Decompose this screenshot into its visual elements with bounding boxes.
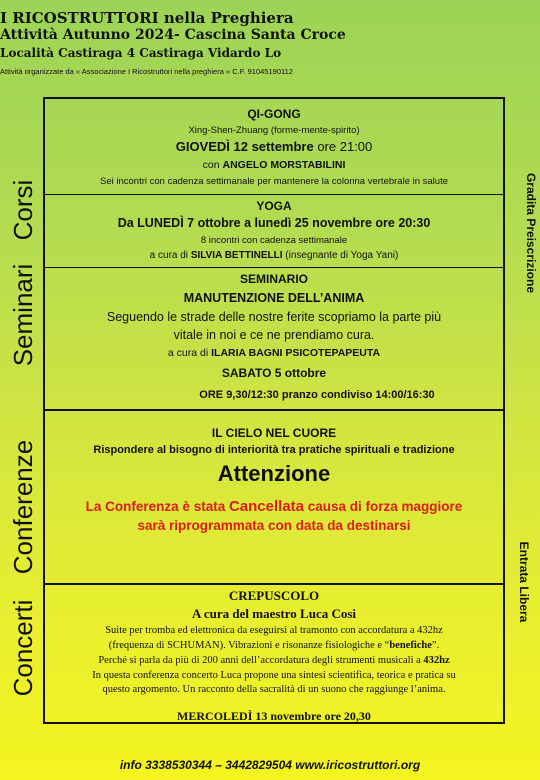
qigong-teacher: ANGELO MORSTABILINI bbox=[222, 159, 346, 171]
seminario-desc-2: vitale in noi e ce ne prendiamo cura. bbox=[173, 328, 375, 342]
divider-conferenze-concerti bbox=[45, 583, 503, 585]
conferenza-attention: Attenzione bbox=[217, 461, 331, 486]
seminario-title: SEMINARIO bbox=[239, 272, 308, 286]
divider-yoga-seminario bbox=[45, 267, 503, 268]
header-subtitle: Attività Autunno 2024- Cascina Santa Croce bbox=[0, 27, 346, 43]
label-gradita-prescrizione: Gradita Preiscrizione bbox=[524, 172, 538, 294]
label-seminari: Seminari bbox=[8, 263, 38, 367]
yoga-desc: 8 incontri con cadenza settimanale bbox=[200, 235, 348, 246]
concerto-line-3 bbox=[45, 655, 503, 666]
seminario-date: SABATO 5 ottobre bbox=[221, 366, 327, 380]
conferenza-notice-prefix: La Conferenza è stata bbox=[85, 499, 229, 514]
qigong-desc: Sei incontri con cadenza settimanale per mantenere la colonna vertebrale in salute bbox=[99, 176, 448, 187]
concerto-title: CREPUSCOLO bbox=[228, 588, 320, 603]
conferenza-notice-suffix: causa di forza maggiore bbox=[304, 499, 463, 514]
label-entrata-libera: Entrata Libera bbox=[517, 541, 531, 623]
conferenza-subtitle: Rispondere al bisogno di interiorità tra pratiche spirituali e tradizione bbox=[93, 444, 455, 456]
concerto-line-4: In questa conferenza concerto Luca propone una sintesi scientifica, teorica e pratica su bbox=[92, 670, 456, 681]
conferenza-notice-strong: Cancellata bbox=[228, 498, 305, 515]
header-location: Località Castiraga 4 Castiraga Vidardo Lo bbox=[0, 46, 282, 60]
concerto-line2-post: ”. bbox=[431, 640, 440, 651]
yoga-teacher: SILVIA BETTINELLI bbox=[190, 250, 283, 261]
conferenza-notice-line1 bbox=[45, 498, 503, 515]
header-title: I RICOSTRUTTORI nella Preghiera bbox=[0, 9, 294, 27]
qigong-time: ore 21:00 bbox=[313, 139, 373, 154]
label-corsi: Corsi bbox=[8, 179, 38, 241]
concerto-line-5: questo argomento. Un racconto della sacralità di un suono che raggiunge l’anima. bbox=[102, 684, 446, 695]
conferenza-notice-line2: sarà riprogrammata con data da destinarsi bbox=[137, 518, 411, 533]
yoga-dates: Da LUNEDÌ 7 ottobre a lunedì 25 novembre ore 20:30 bbox=[117, 216, 431, 230]
seminario-teacher: ILARIA BAGNI PSICOTEPAPEUTA bbox=[211, 347, 381, 359]
footer-contacts: info 3338530344 – 3442829504 www.iricostruttori.org bbox=[119, 758, 421, 772]
seminario-curated-prefix: a cura di bbox=[167, 347, 212, 359]
header-organizer-note: Attività organizzate da « Associazione I Ricostruttori nella preghiera » C.F. 91045190112 bbox=[0, 67, 293, 76]
concerto-line-2 bbox=[45, 640, 503, 651]
concerto-maestro: A cura del maestro Luca Cosi bbox=[191, 606, 357, 621]
qigong-with-prefix: con bbox=[202, 159, 223, 171]
concerto-line-1: Suite per tromba ed elettronica da eseguirsi al tramonto con accordatura a 432hz bbox=[105, 625, 443, 636]
label-conferenze: Conferenze bbox=[8, 439, 38, 575]
seminario-hours: ORE 9,30/12:30 pranzo condiviso 14:00/16:30 bbox=[199, 389, 435, 401]
conferenza-title: IL CIELO NEL CUORE bbox=[211, 426, 337, 440]
yoga-title: YOGA bbox=[256, 199, 292, 213]
concerto-line3-bold: 432hz bbox=[423, 655, 450, 666]
divider-seminari-conferenze bbox=[45, 409, 503, 411]
concerto-line3-pre: Perché si parla da più di 200 anni dell’accordatura degli strumenti musicali a bbox=[98, 655, 424, 666]
qigong-teacher-line bbox=[45, 159, 503, 171]
concerto-line2-bold: benefiche bbox=[389, 640, 432, 651]
yoga-teacher-line bbox=[45, 250, 503, 261]
divider-qigong-yoga bbox=[45, 194, 503, 195]
qigong-subtitle: Xing-Shen-Zhuang (forme-mente-spirito) bbox=[188, 125, 360, 136]
yoga-teacher-note: (insegnante di Yoga Yani) bbox=[282, 250, 399, 261]
concerto-line2-pre: (frequenza di SCHUMAN). Vibrazioni e risonanze fisiologiche e “ bbox=[108, 640, 390, 651]
qigong-title: QI-GONG bbox=[247, 107, 301, 121]
seminario-teacher-line bbox=[45, 347, 503, 359]
qigong-date: GIOVEDÌ 12 settembre bbox=[175, 139, 314, 154]
yoga-curated-prefix: a cura di bbox=[149, 250, 191, 261]
qigong-datetime bbox=[45, 139, 503, 154]
label-concerti: Concerti bbox=[8, 599, 38, 697]
seminario-name: MANUTENZIONE DELL’ANIMA bbox=[183, 291, 365, 305]
seminario-desc-1: Seguendo le strade delle nostre ferite scopriamo la parte più bbox=[106, 310, 442, 324]
concerto-date: MERCOLEDÌ 13 novembre ore 20,30 bbox=[177, 709, 371, 723]
